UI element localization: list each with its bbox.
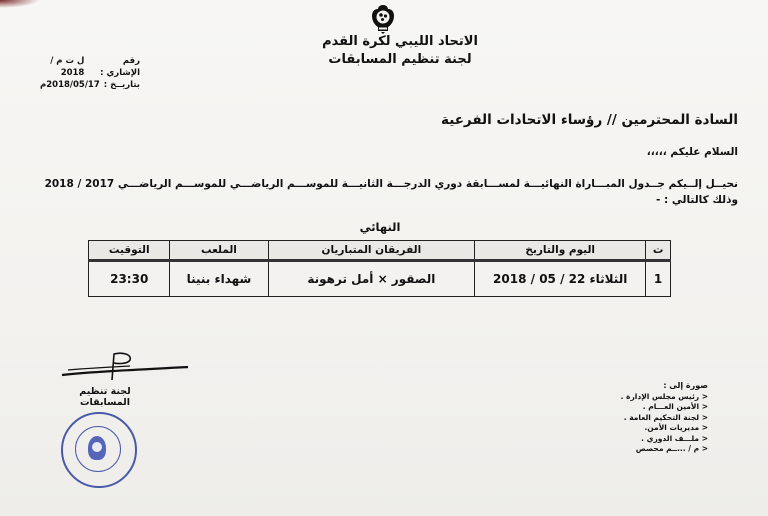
- committee-name: لجنة تنظيم المسابقات: [328, 52, 472, 67]
- addressee: السادة المحترمين // رؤساء الاتحادات الفرعية: [441, 112, 738, 128]
- header-venue: الملعب: [170, 241, 268, 261]
- header-time: التوقيت: [89, 241, 170, 261]
- handwritten-signature-icon: [60, 350, 190, 382]
- header-number: ت: [646, 241, 671, 261]
- reference-number-value: ل ت م / 2018: [50, 56, 85, 78]
- organization-name: الاتحاد الليبي لكرة القدم: [322, 34, 478, 49]
- header-teams: الفريقان المتباريان: [268, 241, 475, 261]
- cell-day-date: الثلاثاء 22 / 05 / 2018: [475, 261, 646, 297]
- table-row: [89, 261, 671, 297]
- body-line-2: وذلك كالتالي : -: [656, 194, 738, 206]
- stamp-ball-icon: [92, 442, 102, 452]
- reference-block: [32, 55, 140, 91]
- scan-corner-shadow: [0, 0, 40, 8]
- cc-item: < ملـــف الدوري .: [596, 434, 708, 445]
- signature-label: لجنة تنظيم المسابقات: [79, 386, 131, 408]
- football-federation-emblem-icon: [370, 4, 396, 34]
- cell-number: 1: [646, 261, 671, 297]
- reference-date-value: 2018/05/17م: [40, 80, 100, 90]
- official-seal-stamp-icon: [61, 412, 137, 488]
- cc-item: < لجنة التحكيم العامة .: [596, 413, 708, 424]
- cell-teams: الصقور × أمل ترهونة: [268, 261, 475, 297]
- schedule-title: النهائي: [359, 220, 401, 234]
- body-line-1: نحيــل إلــيكم جــدول المبـــاراة النهائيـــة لمســـابقة دوري الدرجـــة الثانيـــة للموســـم الرياضـــي للموســـم الرياضـــي 2017 / 2018: [44, 178, 738, 190]
- cell-time: 23:30: [89, 261, 170, 297]
- schedule-header-row: [89, 241, 671, 261]
- reference-number-row: [32, 55, 140, 79]
- cc-item: < م / ...ــم محصص: [596, 444, 708, 455]
- reference-number-label: رقم الإشاري :: [100, 56, 140, 78]
- header-day-date: اليوم والتاريخ: [475, 241, 646, 261]
- cc-item: < الأمين العـــام .: [596, 402, 708, 413]
- reference-date-label: بتاريــخ :: [103, 80, 140, 90]
- reference-date-row: [32, 79, 140, 91]
- cc-list: [596, 381, 708, 455]
- cc-item: < مديريات الأمن.: [596, 423, 708, 434]
- cell-venue: شهداء بنينا: [170, 261, 268, 297]
- schedule-table: [88, 240, 671, 297]
- greeting: السلام عليكم ،،،،،: [646, 146, 738, 158]
- cc-item: < رئيس مجلس الإدارة .: [596, 392, 708, 403]
- cc-title: صورة إلى :: [663, 381, 708, 390]
